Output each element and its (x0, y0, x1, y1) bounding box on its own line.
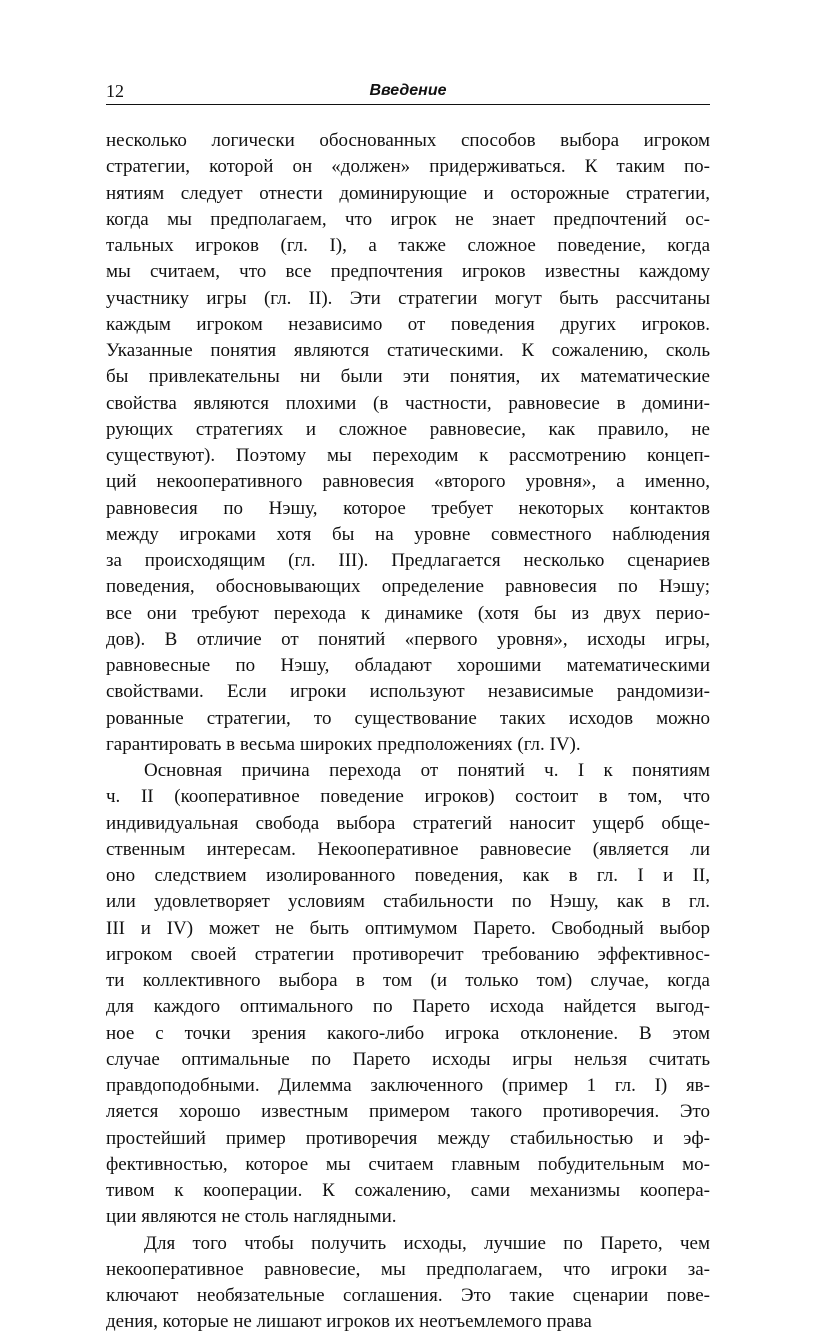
body-text (106, 128, 710, 1336)
text-line: когда мы предполагаем, что игрок не знает предпочтений ос- (106, 208, 710, 230)
text-line: нятиям следует отнести доминирующие и осторожные стратегии, (106, 182, 710, 204)
text-line: за происходящим (гл. III). Предлагается несколько сценариев (106, 550, 710, 571)
text-line: оно следствием изолированного поведения, как в гл. I и II, (106, 865, 710, 886)
text-line: тальных игроков (гл. I), а также сложное поведение, когда (106, 235, 710, 256)
paragraph (106, 1231, 710, 1336)
text-line: рующих стратегиях и сложное равновесие, как правило, не (106, 418, 710, 440)
text-line: свойствами. Если игроки используют независимые рандомизи- (106, 681, 710, 703)
text-line: участнику игры (гл. II). Эти стратегии могут быть рассчитаны (106, 287, 710, 309)
page-number: 12 (106, 81, 124, 101)
text-line: фективностью, которое мы считаем главным побудительным мо- (106, 1153, 710, 1175)
text-line: ч. II (кооперативное поведение игроков) состоит в том, что (106, 786, 710, 808)
text-line: все они требуют перехода к динамике (хотя бы из двух перио- (106, 602, 710, 624)
text-line: мы считаем, что все предпочтения игроков известны каждому (106, 261, 710, 283)
text-line: ключают необязательные соглашения. Это такие сценарии пове- (106, 1285, 710, 1306)
text-line: Указанные понятия являются статическими. К сожалению, сколь (106, 340, 710, 361)
text-line: правдоподобными. Дилемма заключенного (пример 1 гл. I) яв- (106, 1075, 710, 1096)
text-line: свойства являются плохими (в частности, равновесие в домини- (106, 392, 710, 414)
text-line: ляется хорошо известным примером такого противоречия. Это (106, 1101, 710, 1123)
text-line: тивом к кооперации. К сожалению, сами механизмы коопера- (106, 1180, 710, 1201)
text-line: равновесные по Нэшу, обладают хорошими математическими (106, 655, 710, 676)
text-line: простейший пример противоречия между стабильностью и эф- (106, 1127, 710, 1149)
text-line: бы привлекательны ни были эти понятия, их математические (106, 366, 710, 388)
text-line: стратегии, которой он «должен» придерживаться. К таким по- (106, 156, 710, 178)
text-line: или удовлетворяет условиям стабильности по Нэшу, как в гл. (106, 891, 710, 913)
text-line: ций некооперативного равновесия «второго уровня», а именно, (106, 471, 710, 493)
text-line: несколько логически обоснованных способов выбора игроком (106, 130, 710, 151)
text-line: ти коллективного выбора в том (и только том) случае, когда (106, 970, 710, 991)
text-line: поведения, обосновывающих определение равновесия по Нэшу; (106, 576, 710, 598)
text-line: каждым игроком независимо от поведения других игроков. (106, 313, 710, 335)
text-line: некооперативное равновесие, мы предполагаем, что игроки за- (106, 1258, 710, 1280)
running-title: Введение (369, 82, 447, 99)
text-line: для каждого оптимального по Парето исхода найдется выгод- (106, 996, 710, 1018)
text-line: гарантировать в весьма широких предположениях (гл. IV). (106, 733, 581, 755)
text-line: существуют). Поэтому мы переходим к рассмотрению концеп- (106, 445, 710, 466)
text-line: Основная причина перехода от понятий ч. I к понятиям (144, 760, 710, 781)
text-line: ное с точки зрения какого-либо игрока отклонение. В этом (106, 1022, 710, 1044)
text-line: III и IV) может не быть оптимумом Парето. Свободный выбор (106, 917, 710, 939)
text-line: ции являются не столь наглядными. (106, 1206, 397, 1228)
text-line: рованные стратегии, то существование таких исходов можно (106, 707, 710, 729)
text-line: между игроками хотя бы на уровне совместного наблюдения (106, 523, 710, 545)
text-line: ственным интересам. Некооперативное равновесие (является ли (106, 838, 710, 860)
text-line: равновесия по Нэшу, которое требует некоторых контактов (106, 497, 710, 519)
text-line: индивидуальная свобода выбора стратегий наносит ущерб обще- (106, 812, 710, 834)
text-line: Для того чтобы получить исходы, лучшие по Парето, чем (144, 1232, 710, 1254)
paragraph (106, 128, 710, 758)
text-line: дов). В отличие от понятий «первого уровня», исходы игры, (106, 628, 710, 650)
paragraph (106, 758, 710, 1231)
text-line: случае оптимальные по Парето исходы игры нельзя считать (106, 1048, 710, 1070)
running-head (106, 80, 710, 105)
text-line: игроком своей стратегии противоречит требованию эффективнос- (106, 943, 710, 965)
text-line: дения, которые не лишают игроков их неотъемлемого права (106, 1311, 592, 1333)
